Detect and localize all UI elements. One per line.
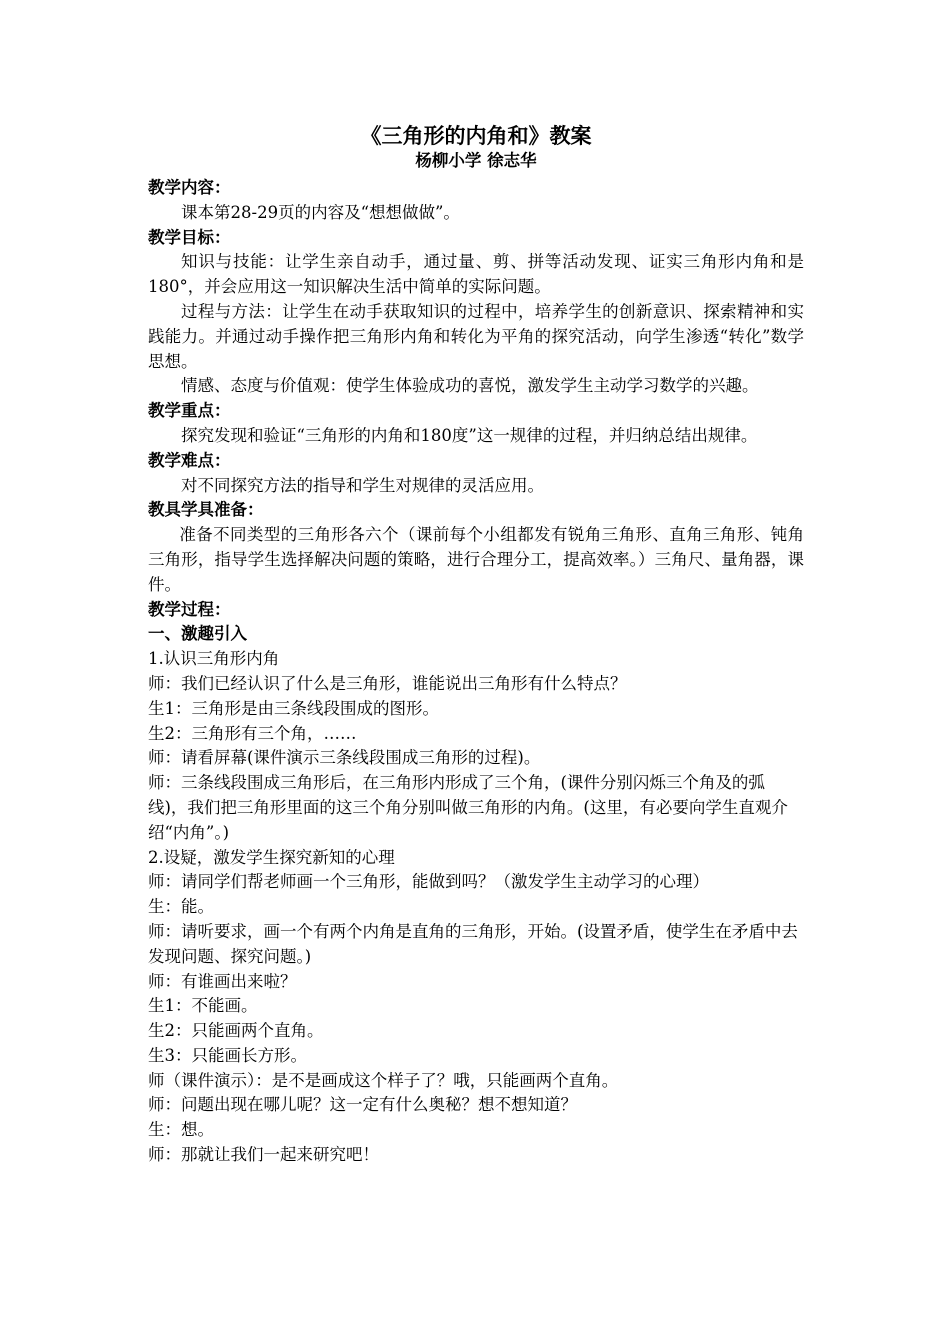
process-line: 师：问题出现在哪儿呢？这一定有什么奥秘？想不想知道？ bbox=[148, 1095, 577, 1115]
paragraph-tools: 准备不同类型的三角形各六个（课前每个小组都发有锐角三角形、直角三角形、钝角三角形，指导学生选择解决问题的策略，进行合理分工，提高效率。）三角尺、量角器，课件。 bbox=[148, 525, 804, 594]
heading-difficulty: 教学难点： bbox=[148, 450, 231, 470]
paragraph-teaching-content: 课本第28-29页的内容及“想想做做”。 bbox=[181, 202, 460, 222]
process-line: 师：请同学们帮老师画一个三角形，能做到吗？（激发学生主动学习的心理） bbox=[148, 872, 709, 892]
process-line: 生3：只能画长方形。 bbox=[148, 1045, 307, 1065]
document-author: 杨柳小学 徐志华 bbox=[415, 151, 537, 170]
process-line: 师：请听要求，画一个有两个内角是直角的三角形，开始。(设置矛盾，使学生在矛盾中去发现问题、探究问题。) bbox=[148, 921, 798, 966]
process-line: 师：有谁画出来啦？ bbox=[148, 971, 297, 991]
process-line: 生1：不能画。 bbox=[148, 996, 258, 1016]
heading-teaching-content: 教学内容： bbox=[148, 178, 231, 197]
paragraph-key-point: 探究发现和验证“三角形的内角和180度”这一规律的过程，并归纳总结出规律。 bbox=[181, 425, 758, 445]
paragraph-goal-process: 过程与方法：让学生在动手获取知识的过程中，培养学生的创新意识、探索精神和实践能力。并通过动手操作把三角形内角和转化为平角的探究活动，向学生渗透“转化”数学思想。 bbox=[148, 301, 804, 371]
process-line: 师（课件演示）：是不是画成这个样子了？哦，只能画两个直角。 bbox=[148, 1070, 619, 1090]
paragraph-goal-knowledge: 知识与技能：让学生亲自动手，通过量、剪、拼等活动发现、证实三角形内角和是180°，并会应用这一知识解决生活中简单的实际问题。 bbox=[148, 252, 804, 297]
document-body bbox=[148, 122, 804, 1168]
paragraph-difficulty: 对不同探究方法的指导和学生对规律的灵活应用。 bbox=[181, 475, 544, 495]
heading-tools: 教具学具准备： bbox=[148, 500, 264, 520]
process-line: 2.设疑，激发学生探究新知的心理 bbox=[148, 847, 395, 867]
process-line: 师：我们已经认识了什么是三角形，谁能说出三角形有什么特点？ bbox=[148, 673, 627, 693]
process-line: 生2：三角形有三个角，…… bbox=[148, 723, 357, 743]
process-line: 生1：三角形是由三条线段围成的图形。 bbox=[148, 698, 439, 718]
process-line: 生：想。 bbox=[148, 1120, 214, 1140]
heading-key-point: 教学重点： bbox=[148, 401, 231, 421]
process-line: 师：那就让我们一起来研究吧！ bbox=[148, 1145, 379, 1165]
process-line: 师：请看屏幕(课件演示三条线段围成三角形的过程)。 bbox=[148, 748, 541, 768]
heading-teaching-goals: 教学目标： bbox=[148, 227, 231, 247]
heading-part-one: 一、激趣引入 bbox=[148, 624, 247, 644]
process-line: 师：三条线段围成三角形后，在三角形内形成了三个角，(课件分别闪烁三个角及的弧线)，我们把三角形里面的这三个角分别叫做三角形的内角。(这里，有必要向学生直观介绍“内角”。) bbox=[148, 773, 788, 842]
document-title: 《三角形的内角和》教案 bbox=[360, 123, 592, 148]
process-line: 1.认识三角形内角 bbox=[148, 649, 280, 669]
paragraph-goal-emotion: 情感、态度与价值观：使学生体验成功的喜悦，激发学生主动学习数学的兴趣。 bbox=[181, 376, 759, 396]
process-line: 生：能。 bbox=[148, 897, 214, 917]
process-line: 生2：只能画两个直角。 bbox=[148, 1021, 324, 1041]
heading-process: 教学过程： bbox=[148, 599, 231, 619]
